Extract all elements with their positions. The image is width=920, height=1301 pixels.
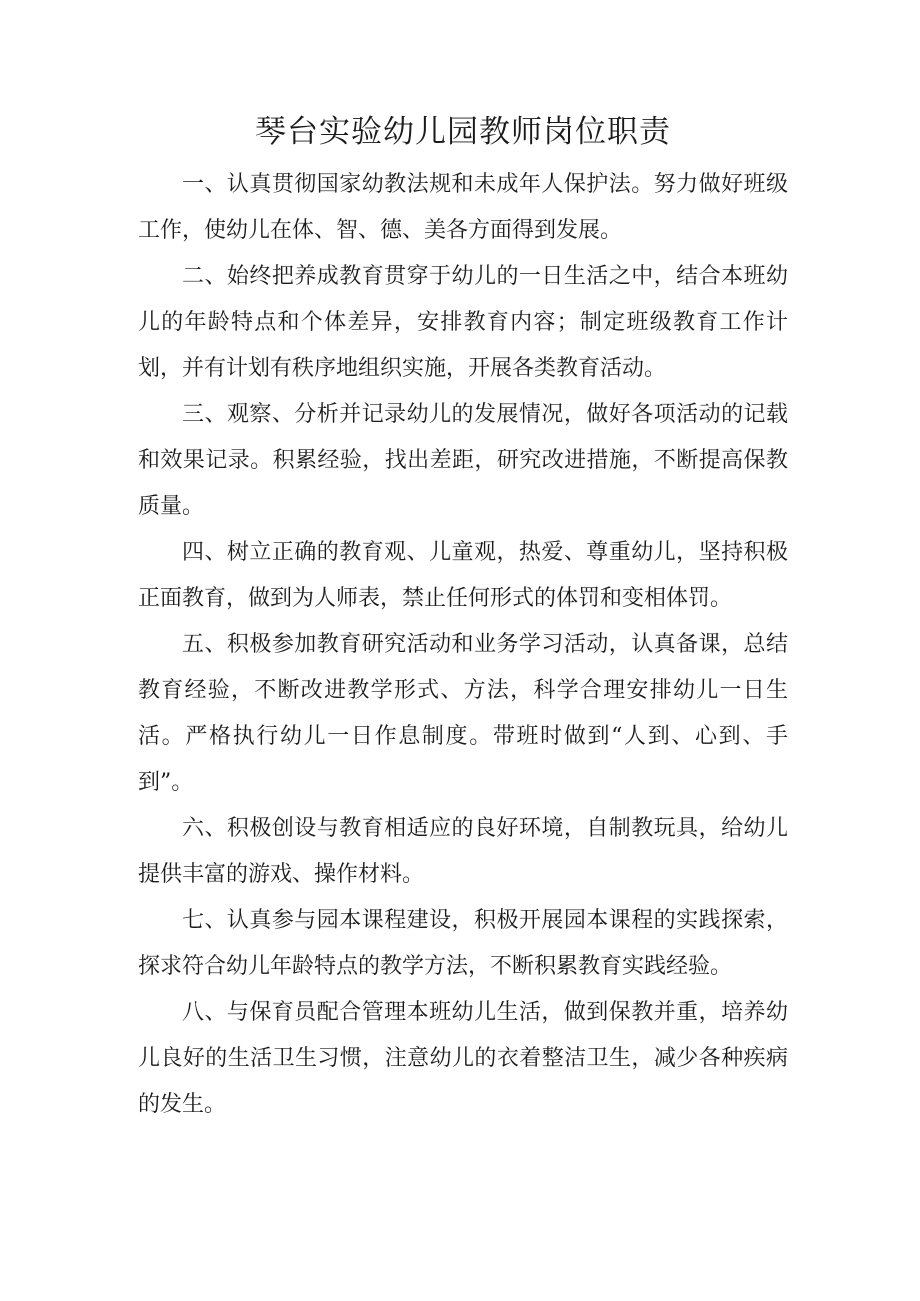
document-title: 琴台实验幼儿园教师岗位职责: [255, 114, 671, 150]
duty-paragraph-4: 四、树立正确的教育观、儿童观，热爱、尊重幼儿，坚持积极正面教育，做到为人师表，禁止任何形式的体罚和变相体罚。: [138, 540, 788, 611]
duty-paragraph-5: 五、积极参加教育研究活动和业务学习活动，认真备课，总结教育经验，不断改进教学形式、方法，科学合理安排幼儿一日生活。严格执行幼儿一日作息制度。带班时做到“人到、心到、手到”。: [138, 632, 788, 795]
duty-paragraph-1: 一、认真贯彻国家幼教法规和未成年人保护法。努力做好班级工作，使幼儿在体、智、德、美各方面得到发展。: [138, 172, 788, 243]
duty-paragraph-3: 三、观察、分析并记录幼儿的发展情况，做好各项活动的记载和效果记录。积累经验，找出差距，研究改进措施，不断提高保教质量。: [138, 402, 788, 519]
duty-paragraph-7: 七、认真参与园本课程建设，积极开展园本课程的实践探索，探求符合幼儿年龄特点的教学方法，不断积累教育实践经验。: [138, 908, 788, 979]
duty-paragraph-2: 二、始终把养成教育贯穿于幼儿的一日生活之中，结合本班幼儿的年龄特点和个体差异，安排教育内容；制定班级教育工作计划，并有计划有秩序地组织实施，开展各类教育活动。: [138, 264, 788, 381]
duty-paragraph-6: 六、积极创设与教育相适应的良好环境，自制教玩具，给幼儿提供丰富的游戏、操作材料。: [138, 816, 788, 887]
duty-paragraph-8: 八、与保育员配合管理本班幼儿生活，做到保教并重，培养幼儿良好的生活卫生习惯，注意幼儿的衣着整洁卫生，减少各种疾病的发生。: [138, 1000, 788, 1117]
document-page: [138, 108, 788, 1128]
